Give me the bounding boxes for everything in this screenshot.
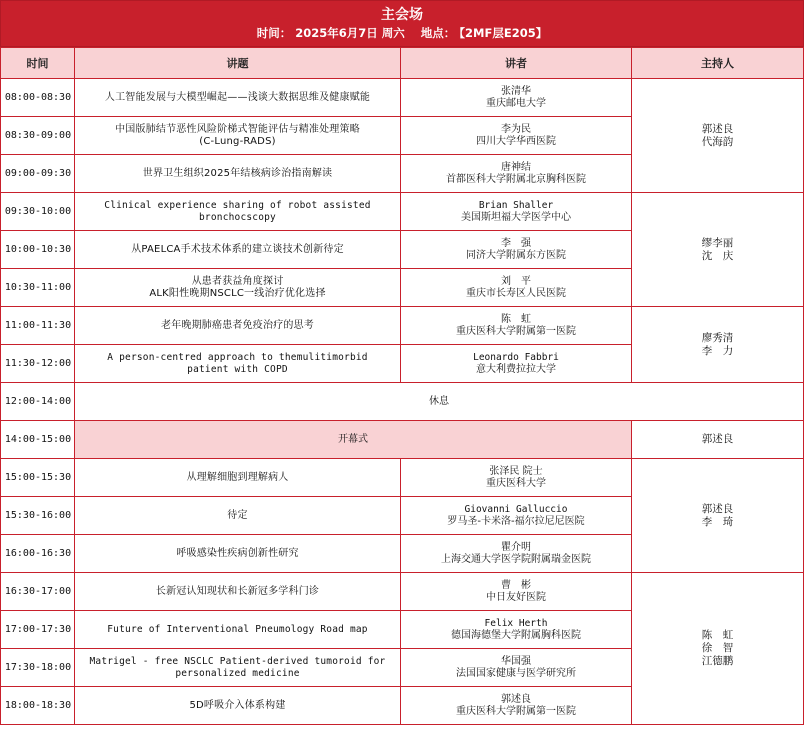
- time-cell: 15:30-16:00: [1, 497, 75, 535]
- topic-cell: 老年晚期肺癌患者免疫治疗的思考: [75, 307, 401, 345]
- topic-cell: 5D呼吸介入体系构建: [75, 687, 401, 725]
- host-cell: 廖秀清 李 力: [632, 307, 804, 383]
- time-cell: 14:00-15:00: [1, 421, 75, 459]
- speaker-org: 上海交通大学医学院附属瑞金医院: [441, 553, 591, 565]
- speaker-name: Felix Herth: [484, 617, 548, 629]
- speaker-cell: [401, 117, 632, 155]
- location-label: 地点：: [420, 26, 456, 40]
- topic-cell: 从理解细胞到理解病人: [75, 459, 401, 497]
- time-cell: 15:00-15:30: [1, 459, 75, 497]
- speaker-name: 瞿介明: [501, 541, 531, 553]
- time-label: 时间：: [256, 26, 292, 40]
- speaker-org: 德国海德堡大学附属胸科医院: [451, 629, 581, 641]
- host-cell: 郭述良: [632, 421, 804, 459]
- table-row: [1, 459, 804, 497]
- speaker-cell: [401, 497, 632, 535]
- table-row: [1, 383, 804, 421]
- topic-cell: 世界卫生组织2025年结核病诊治指南解读: [75, 155, 401, 193]
- speaker-name: 张泽民 院士: [489, 465, 543, 477]
- topic-cell: 长新冠认知现状和长新冠多学科门诊: [75, 573, 401, 611]
- speaker-cell: [401, 269, 632, 307]
- host-cell: 郭述良 代海韵: [632, 79, 804, 193]
- speaker-name: 李 强: [501, 237, 531, 249]
- time-cell: 08:30-09:00: [1, 117, 75, 155]
- time-cell: 17:00-17:30: [1, 611, 75, 649]
- schedule-table: [0, 47, 804, 725]
- time-cell: 12:00-14:00: [1, 383, 75, 421]
- speaker-org: 首都医科大学附属北京胸科医院: [446, 173, 586, 185]
- speaker-cell: [401, 649, 632, 687]
- speaker-name: 陈 虹: [501, 313, 531, 325]
- break-cell: 休息: [75, 383, 804, 421]
- time-cell: 16:00-16:30: [1, 535, 75, 573]
- speaker-cell: [401, 79, 632, 117]
- speaker-name: 张清华: [501, 85, 531, 97]
- speaker-name: 刘 平: [501, 275, 531, 287]
- speaker-cell: [401, 307, 632, 345]
- time-cell: 16:30-17:00: [1, 573, 75, 611]
- speaker-cell: [401, 231, 632, 269]
- time-cell: 09:30-10:00: [1, 193, 75, 231]
- col-header-host: 主持人: [632, 48, 804, 79]
- topic-cell: Future of Interventional Pneumology Road map: [75, 611, 401, 649]
- speaker-cell: [401, 535, 632, 573]
- speaker-name: 华国强: [501, 655, 531, 667]
- speaker-org: 意大利费拉拉大学: [476, 363, 556, 375]
- table-row: [1, 421, 804, 459]
- session-info: [1, 24, 803, 42]
- speaker-org: 重庆市长寿区人民医院: [466, 287, 566, 299]
- col-header-time: 时间: [1, 48, 75, 79]
- speaker-name: Brian Shaller: [478, 199, 554, 211]
- speaker-name: 李为民: [501, 123, 531, 135]
- table-row: [1, 573, 804, 611]
- speaker-name: 郭述良: [501, 693, 531, 705]
- speaker-org: 重庆医科大学附属第一医院: [456, 705, 576, 717]
- host-cell: 郭述良 李 琦: [632, 459, 804, 573]
- speaker-name: Leonardo Fabbri: [473, 351, 559, 363]
- host-cell: 缪李丽 沈 庆: [632, 193, 804, 307]
- time-value: 2025年6月7日 周六: [295, 26, 405, 40]
- topic-cell: 中国版肺结节恶性风险阶梯式智能评估与精准处理策略 (C-Lung-RADS): [75, 117, 401, 155]
- time-cell: 10:30-11:00: [1, 269, 75, 307]
- speaker-org: 同济大学附属东方医院: [466, 249, 566, 261]
- table-row: [1, 307, 804, 345]
- speaker-org: 重庆医科大学附属第一医院: [456, 325, 576, 337]
- topic-cell: 呼吸感染性疾病创新性研究: [75, 535, 401, 573]
- topic-cell: Matrigel - free NSCLC Patient-derived tumoroid for personalized medicine: [75, 649, 401, 687]
- table-row: [1, 79, 804, 117]
- table-row: [1, 193, 804, 231]
- table-header-row: [1, 48, 804, 79]
- speaker-cell: [401, 573, 632, 611]
- speaker-org: 法国国家健康与医学研究所: [456, 667, 576, 679]
- speaker-org: 美国斯坦福大学医学中心: [461, 211, 571, 223]
- speaker-cell: [401, 687, 632, 725]
- speaker-org: 重庆邮电大学: [486, 97, 546, 109]
- speaker-cell: [401, 459, 632, 497]
- speaker-org: 四川大学华西医院: [476, 135, 556, 147]
- col-header-speaker: 讲者: [401, 48, 632, 79]
- speaker-cell: [401, 155, 632, 193]
- speaker-org: 重庆医科大学: [486, 477, 546, 489]
- session-title: 主会场: [381, 7, 423, 23]
- time-cell: 11:30-12:00: [1, 345, 75, 383]
- time-cell: 09:00-09:30: [1, 155, 75, 193]
- opening-cell: 开幕式: [75, 421, 632, 459]
- speaker-name: 曹 彬: [501, 579, 531, 591]
- speaker-org: 罗马圣-卡米洛-福尔拉尼尼医院: [447, 515, 585, 527]
- time-cell: 11:00-11:30: [1, 307, 75, 345]
- time-cell: 10:00-10:30: [1, 231, 75, 269]
- time-cell: 08:00-08:30: [1, 79, 75, 117]
- host-cell: 陈 虹 徐 智 江德鹏: [632, 573, 804, 725]
- speaker-name: Giovanni Galluccio: [464, 503, 568, 515]
- speaker-cell: [401, 345, 632, 383]
- topic-cell: Clinical experience sharing of robot assisted bronchocscopy: [75, 193, 401, 231]
- topic-cell: 人工智能发展与大模型崛起——浅谈大数据思维及健康赋能: [75, 79, 401, 117]
- location-value: 【2MF层E205】: [459, 26, 548, 40]
- session-header: [0, 0, 804, 47]
- topic-cell: 从PAELCA手术技术体系的建立谈技术创新待定: [75, 231, 401, 269]
- topic-cell: 从患者获益角度探讨 ALK阳性晚期NSCLC一线治疗优化选择: [75, 269, 401, 307]
- speaker-name: 唐神结: [501, 161, 531, 173]
- topic-cell: 待定: [75, 497, 401, 535]
- speaker-cell: [401, 611, 632, 649]
- time-cell: 17:30-18:00: [1, 649, 75, 687]
- speaker-org: 中日友好医院: [486, 591, 546, 603]
- topic-cell: A person-centred approach to themulitimorbid patient with COPD: [75, 345, 401, 383]
- time-cell: 18:00-18:30: [1, 687, 75, 725]
- col-header-topic: 讲题: [75, 48, 401, 79]
- speaker-cell: [401, 193, 632, 231]
